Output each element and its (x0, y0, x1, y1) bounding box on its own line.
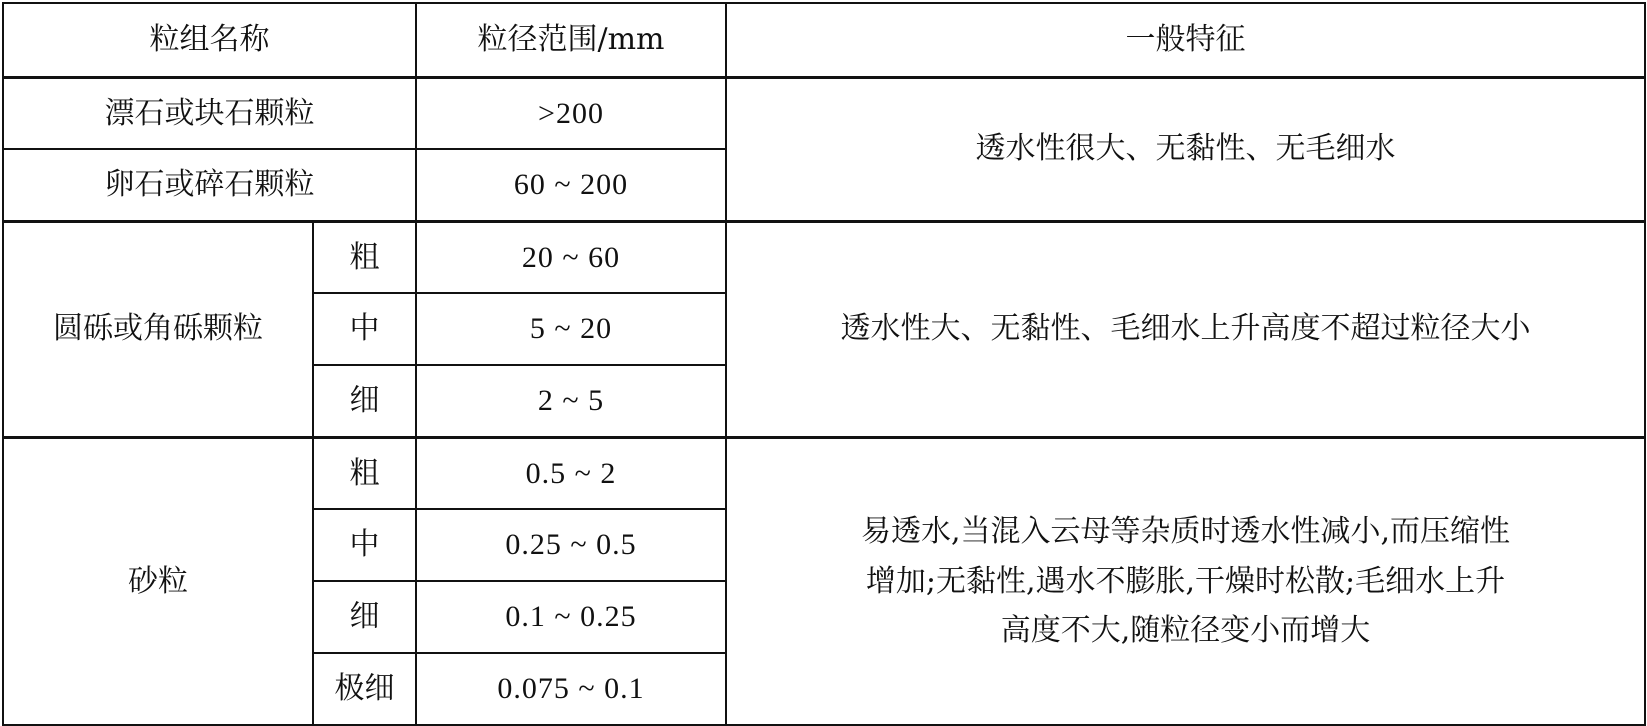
sand-feature-line: 高度不大,随粒径变小而增大 (1000, 613, 1371, 648)
sand-sub-size: 细 (313, 581, 416, 653)
header-feature: 一般特征 (726, 3, 1645, 77)
sand-sub-size: 粗 (313, 437, 416, 509)
header-row (3, 3, 1645, 77)
cobble-name: 卵石或碎石颗粒 (3, 149, 416, 221)
sand-sub-range: 0.075 ~ 0.1 (416, 653, 726, 725)
gravel-sub-size: 中 (313, 293, 416, 365)
sand-sub-range: 0.25 ~ 0.5 (416, 509, 726, 581)
sand-sub-range: 0.1 ~ 0.25 (416, 581, 726, 653)
cobble-range: 60 ~ 200 (416, 149, 726, 221)
gravel-sub-size: 细 (313, 365, 416, 437)
sand-feature-line: 增加;无黏性,遇水不膨胀,干燥时松散;毛细水上升 (865, 563, 1506, 599)
boulder-range: >200 (416, 77, 726, 149)
sand-feature-line: 易透水,当混入云母等杂质时透水性减小,而压缩性 (860, 514, 1511, 549)
gravel-feature: 透水性大、无黏性、毛细水上升高度不超过粒径大小 (726, 221, 1645, 437)
sand-sub-range: 0.5 ~ 2 (416, 437, 726, 509)
grain-size-table (2, 2, 1646, 726)
gravel-sub-range: 5 ~ 20 (416, 293, 726, 365)
coarse-feature: 透水性很大、无黏性、无毛细水 (726, 77, 1645, 221)
gravel-sub-size: 粗 (313, 221, 416, 293)
table-row (3, 437, 1645, 509)
table-row (3, 221, 1645, 293)
gravel-sub-range: 20 ~ 60 (416, 221, 726, 293)
gravel-sub-range: 2 ~ 5 (416, 365, 726, 437)
sand-name: 砂粒 (3, 437, 313, 725)
gravel-name: 圆砾或角砾颗粒 (3, 221, 313, 437)
header-name: 粒组名称 (3, 3, 416, 77)
header-range: 粒径范围/mm (416, 3, 726, 77)
sand-feature (726, 437, 1645, 725)
boulder-name: 漂石或块石颗粒 (3, 77, 416, 149)
sand-sub-size: 极细 (313, 653, 416, 725)
table-row (3, 77, 1645, 149)
sand-sub-size: 中 (313, 509, 416, 581)
